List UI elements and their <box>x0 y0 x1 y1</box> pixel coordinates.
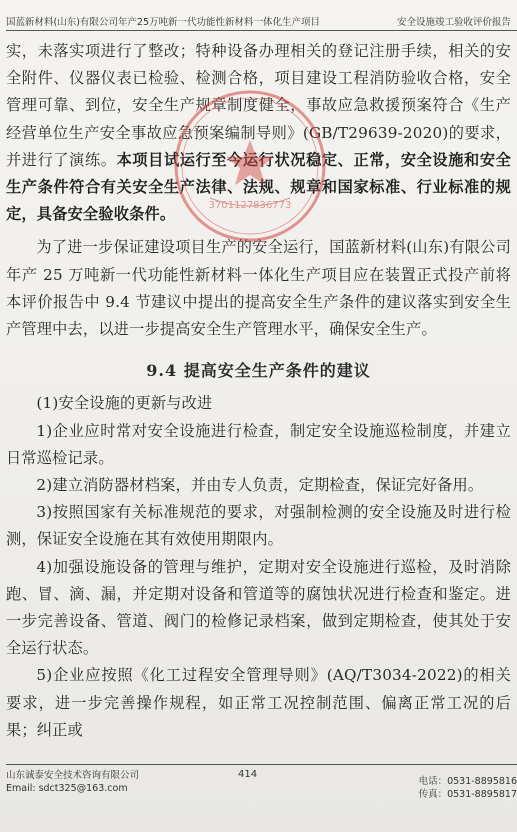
section-title: 9.4 提高安全生产条件的建议 <box>146 361 371 381</box>
document-body <box>6 38 511 744</box>
footer-company-info <box>6 769 139 795</box>
header-report-title: 安全设施竣工验收评价报告 <box>396 17 511 28</box>
conclusion-text: 实，未落实项进行了整改；特种设备办理相关的登记注册手续，相关的安全附件、仪器仪表已检验、检测合格，项目建设工程消防验收合格，安全管理可靠、到位，安全生产规章制度健全，事故应急救援预案符合《生产经营单位生产安全事故应急预案编制导则》(GB/T29639-2020)的要求，并进行了演练。 <box>6 42 511 169</box>
recommendation-item-4: 4)加强设施设备的管理与维护，定期对安全设施进行巡检，及时消除跑、冒、滴、漏，并定期对设备和管道等的腐蚀状况进行检查和鉴定。进一步完善设备、管道、阀门的检修记录档案，做到定期检查，使其处于安全运行状态。 <box>6 557 511 658</box>
footer-company-name: 山东诚泰安全技术咨询有限公司 <box>6 770 140 781</box>
recommendation-item-1: 1)企业应时常对安全设施进行检查，制定安全设施巡检制度，并建立日常巡检记录。 <box>6 421 511 467</box>
footer-fax: 传真：0531-8895817 <box>418 789 517 800</box>
recommendation-item-2: 2)建立消防器材档案，并由专人负责，定期检查，保证完好备用。 <box>36 476 484 495</box>
header-project-title: 国蓝新材料(山东)有限公司年产25万吨新一代功能性新材料一体化生产项目 <box>6 17 321 28</box>
seal-number: 3701127836773 <box>208 200 292 211</box>
page-footer <box>6 764 517 805</box>
conclusion-bold-text: 本项目试运行至今运行状况稳定、正常，安全设施和安全生产条件符合有关安全生产法律、法规、规章和国家标准、行业标准的规定，具备安全验收条件。 <box>6 150 511 224</box>
footer-contact <box>419 775 517 801</box>
footer-email: Email: sdct325@163.com <box>6 783 128 794</box>
recommendation-item-5: 5)企业应按照《化工过程安全管理导则》(AQ/T3034-2022)的相关要求，进一步完善操作规程，如正常工况控制范围、偏离正常工况的后果；纠正或 <box>6 666 511 739</box>
recommendation-item-3: 3)按照国家有关标准规范的要求，对强制检测的安全设施及时进行检测，保证安全设施在其有效使用期限内。 <box>6 503 511 549</box>
subsection-heading: (1)安全设施的更新与改进 <box>36 394 213 413</box>
conclusion-paragraph <box>6 38 511 228</box>
footer-phone: 电话：0531-8895816 <box>418 776 517 787</box>
page-number: 414 <box>238 769 258 780</box>
implementation-paragraph: 为了进一步保证建设项目生产的安全运行，国蓝新材料(山东)有限公司年产 25 万吨新一代功能性新材料一体化生产项目应在装置正式投产前将本评价报告中 9.4 节建议中提出的提高安全生产条件的建议落实到安全生产管理中去，以进一步提高安全生产管理水平，确保安全生产。 <box>6 238 511 339</box>
page-header <box>6 10 517 31</box>
